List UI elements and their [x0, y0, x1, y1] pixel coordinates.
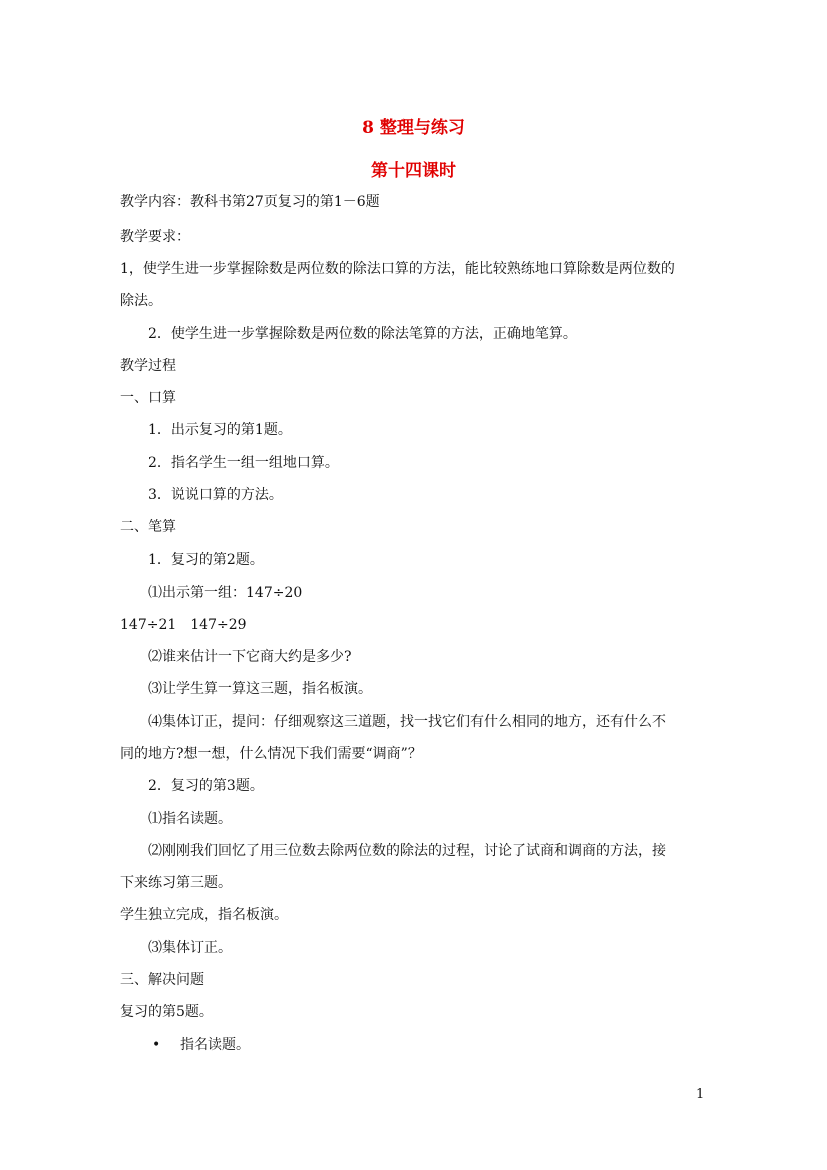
text-line: ⑵谁来估计一下它商大约是多少?	[148, 649, 352, 665]
text-line: 除法。	[120, 293, 162, 309]
text-line: ⑴指名读题。	[148, 811, 232, 827]
list-item: 指名读题。	[180, 1037, 250, 1053]
text-line: 教学要求：	[120, 229, 190, 245]
text-line: 1．出示复习的第1题。	[148, 422, 292, 438]
text-line: 1．复习的第2题。	[148, 552, 264, 568]
text-line: ⑴出示第一组：147÷20	[148, 585, 303, 601]
text-line: ⑵刚刚我们回忆了用三位数去除两位数的除法的过程，讨论了试商和调商的方法，接	[148, 843, 666, 859]
section-heading: 二、笔算	[120, 519, 176, 535]
text-line: 2．指名学生一组一组地口算。	[148, 455, 339, 471]
text-line: 同的地方?想一想，什么情况下我们需要“调商”？	[120, 746, 422, 762]
page-number: 1	[696, 1087, 705, 1102]
text-line: 复习的第5题。	[120, 1004, 213, 1020]
section-heading: 教学过程	[120, 358, 176, 374]
document-title: 8 整理与练习	[362, 118, 465, 138]
text-line: ⑷集体订正，提问：仔细观察这三道题，找一找它们有什么相同的地方，还有什么不	[148, 714, 666, 730]
document-subtitle: 第十四课时	[371, 161, 456, 181]
text-line: 教学内容：教科书第27页复习的第1－6题	[120, 194, 380, 210]
bullet-icon: •	[152, 1037, 161, 1053]
section-heading: 三、解决问题	[120, 972, 204, 988]
text-line: 2．复习的第3题。	[148, 778, 264, 794]
section-heading: 一、口算	[120, 390, 176, 406]
text-line: ⑶集体订正。	[148, 940, 232, 956]
text-line: 147÷21 147÷29	[120, 617, 247, 633]
text-line: 2．使学生进一步掌握除数是两位数的除法笔算的方法，正确地笔算。	[148, 326, 577, 342]
text-line: 下来练习第三题。	[120, 875, 232, 891]
text-line: 1，使学生进一步掌握除数是两位数的除法口算的方法，能比较熟练地口算除数是两位数的	[120, 261, 675, 277]
text-line: 学生独立完成，指名板演。	[120, 907, 288, 923]
text-line: ⑶让学生算一算这三题，指名板演。	[148, 681, 372, 697]
text-line: 3．说说口算的方法。	[148, 487, 283, 503]
